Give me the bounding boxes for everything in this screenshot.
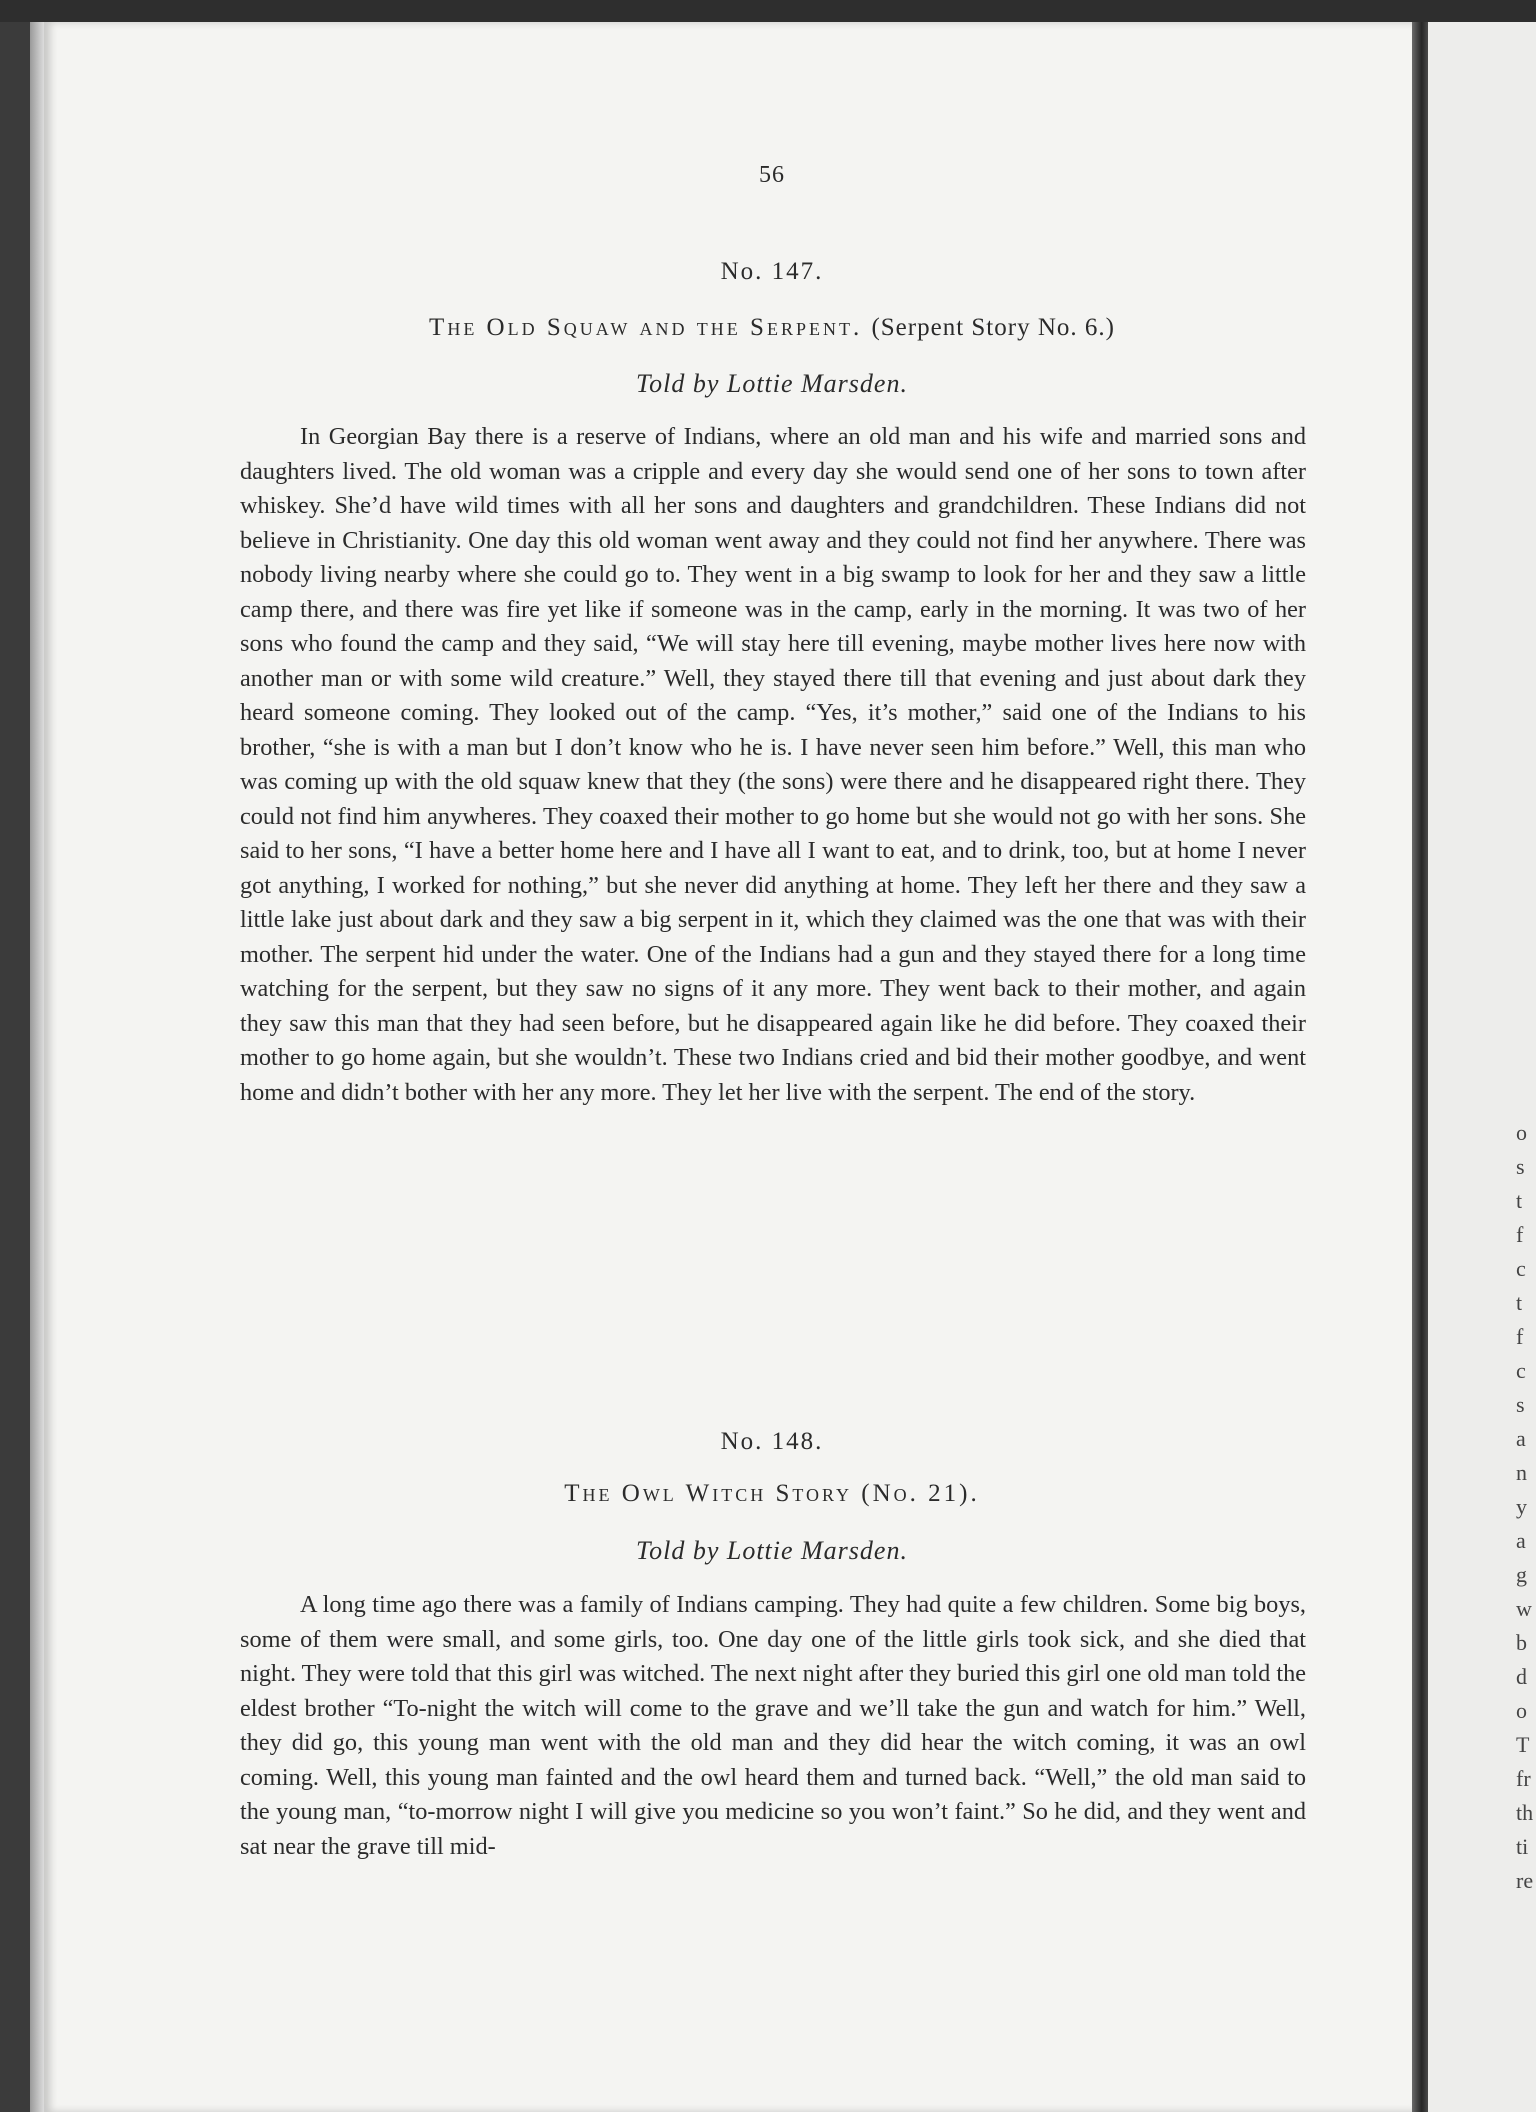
adjacent-fragment: re [1516,1868,1534,1893]
adjacent-fragment: b [1516,1630,1527,1655]
adjacent-fragment: s [1516,1392,1525,1417]
adjacent-fragment: t [1516,1188,1523,1213]
adjacent-fragment: w [1516,1596,1532,1621]
story-number: No. 147. [720,258,824,285]
adjacent-page-edge [1428,22,1536,2112]
story-title-text: The Owl Witch Story (No. 21). [564,1480,980,1507]
story-body: A long time ago there was a family of Indians camping. They had quite a few children. Some big boys, some of them were small, and some girls, too. One day one of the little girls took sick, and she died that night. They were told that this girl was witched. The next night after they buried this girl one old man told the eldest brother “To-night the witch will come to the grave and we’ll take the gun and watch for him.” Well, they did go, this young man went with the old man and they did hear the witch coming, it was an owl coming. Well, this young man fainted and the owl heard them and turned back. “Well,” the old man said to the young man, “to-morrow night I will give you medicine so you won’t faint.” So he did, and they went and sat near the grave till mid- [240,1591,1306,1860]
story-title [44,1480,1500,1508]
adjacent-fragment: a [1516,1426,1526,1451]
book-gutter [1412,22,1428,2112]
adjacent-fragment: fr [1516,1766,1531,1791]
adjacent-fragment: o [1516,1698,1527,1723]
adjacent-fragment: c [1516,1256,1526,1281]
adjacent-fragment: n [1516,1460,1527,1485]
story-subtitle: (Serpent Story No. 6.) [871,314,1115,341]
story-body: In Georgian Bay there is a reserve of Indians, where an old man and his wife and married sons and daughters lived. The old woman was a cripple and every day she would send one of her sons to town after whiskey. She’d have wild times with all her sons and daughters and grandchildren. These Indians did not believe in Christianity. One day this old woman went away and they could not find her anywhere. There was nobody living nearby where she could go to. They went in a big swamp to look for her and they saw a little camp there, and there was fire yet like if someone was in the camp, early in the morning. It was two of her sons who found the camp and they said, “We will stay here till evening, maybe mother lives here now with another man or with some wild creature.” Well, they stayed there till that evening and just about dark they heard someone coming. They looked out of the camp. “Yes, it’s mother,” said one of the Indians to his brother, “she is with a man but I don’t know who he is. I have never seen him before.” Well, this man who was coming up with the old squaw knew that they (the sons) were there and he disappeared right there. They could not find him anywheres. They coaxed their mother to go home but she would not go with her sons. She said to her sons, “I have a better home here and I have all I want to eat, and to drink, too, but at home I never got anything, I worked for nothing,” but she never did anything at home. They left her there and they saw a little lake just about dark and they saw a big serpent in it, which they claimed was the one that was with their mother. The serpent hid under the water. One of the Indians had a gun and they stayed there for a long time watching for the serpent, but they saw no signs of it any more. They went back to their mother, and again they saw this man that they had seen before, but he disappeared again like he did before. They coaxed their mother to go home again, but she wouldn’t. These two Indians cried and bid their mother goodbye, and went home and didn’t bother with her any more. They let her live with the serpent. The end of the story. [240,423,1306,1106]
adjacent-fragment: c [1516,1358,1526,1383]
adjacent-fragment: o [1516,1120,1527,1145]
story-attribution: Told by Lottie Marsden. [636,1536,908,1565]
page-left-edge [30,22,44,2112]
adjacent-fragment: f [1516,1324,1524,1349]
adjacent-fragment: T [1516,1732,1530,1757]
adjacent-fragment: y [1516,1494,1527,1519]
page-number: 56 [759,162,785,188]
story-title [44,314,1500,342]
story-number: No. 148. [720,1428,824,1455]
adjacent-fragment: th [1516,1800,1534,1825]
story-title-text: The Old Squaw and the Serpent. [429,314,863,341]
book-page [44,22,1412,2112]
adjacent-fragment: g [1516,1562,1527,1587]
adjacent-fragment: f [1516,1222,1524,1247]
adjacent-fragment: ti [1516,1834,1529,1859]
scan-top-border [0,0,1536,22]
adjacent-fragment: a [1516,1528,1526,1553]
story-attribution: Told by Lottie Marsden. [636,369,908,398]
adjacent-fragment: d [1516,1664,1527,1689]
adjacent-fragment: s [1516,1154,1525,1179]
adjacent-fragment: t [1516,1290,1523,1315]
